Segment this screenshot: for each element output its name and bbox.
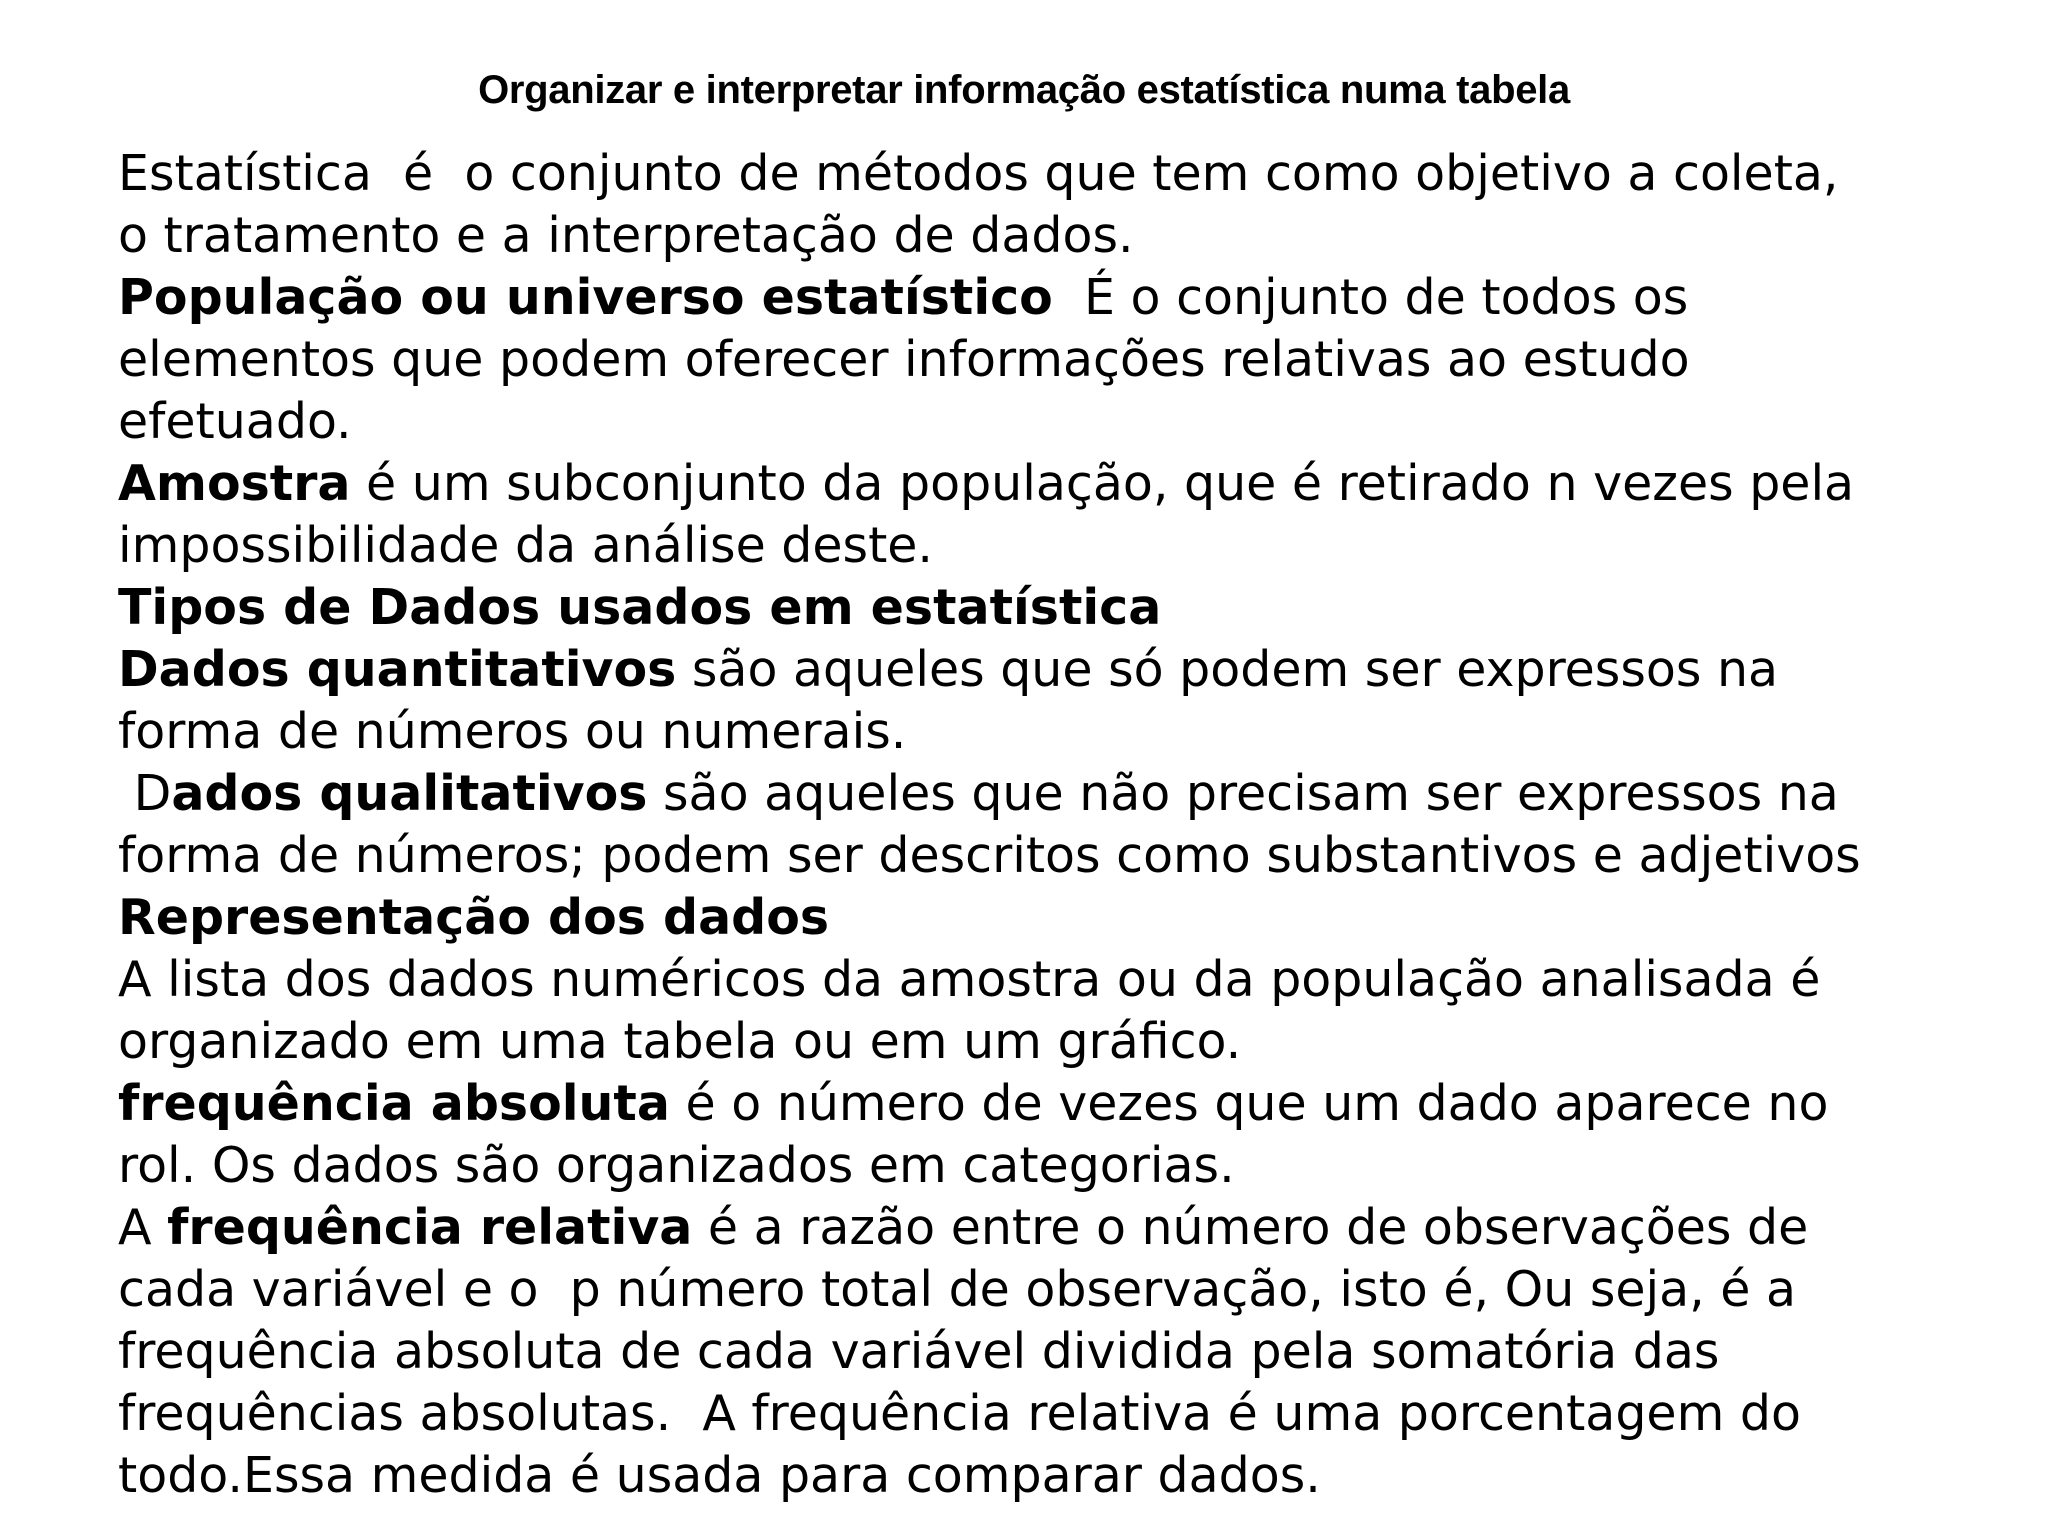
line-21-text: frequências absolutas. A frequência relativa é uma porcentagem do [118,1385,1801,1442]
text-line-16 [118,1073,1861,1135]
text-line-9 [118,639,1861,701]
text-line-8 [118,577,1861,639]
line-12-text: forma de números; podem ser descritos como substantivos e adjetivos [118,827,1861,884]
text-line-13 [118,887,1861,949]
line-7-text: impossibilidade da análise deste. [118,517,934,574]
text-line-14 [118,949,1861,1011]
heading-tipos-de-dados: Tipos de Dados usados em estatística [118,579,1162,636]
text-line-6 [118,453,1861,515]
line-11-text: são aqueles que não precisam ser expressos na [647,765,1839,822]
term-frequencia-absoluta: frequência absoluta [118,1075,670,1132]
text-line-3 [118,267,1861,329]
term-amostra: Amostra [118,455,351,512]
line-14-text: A lista dos dados numéricos da amostra ou da população analisada é [118,951,1821,1008]
text-line-7 [118,515,1861,577]
line-17-text: rol. Os dados são organizados em categorias. [118,1137,1235,1194]
text-line-5 [118,391,1861,453]
line-18-text: é a razão entre o número de observações de [692,1199,1809,1256]
line-10-text: forma de números ou numerais. [118,703,907,760]
text-line-4 [118,329,1861,391]
line-9-text: são aqueles que só podem ser expressos na [676,641,1779,698]
slide-title: Organizar e interpretar informação estatística numa tabela [478,68,1570,112]
term-frequencia-relativa: frequência relativa [167,1199,693,1256]
text-line-15 [118,1011,1861,1073]
term-dados-qualitativos: ados qualitativos [171,765,648,822]
text-line-20 [118,1321,1861,1383]
term-dados-quantitativos: Dados quantitativos [118,641,677,698]
line-6-text: é um subconjunto da população, que é retirado n vezes pela [350,455,1855,512]
text-line-18 [118,1197,1861,1259]
line-20-text: frequência absoluta de cada variável dividida pela somatória das [118,1323,1720,1380]
text-line-11 [118,763,1861,825]
text-line-10 [118,701,1861,763]
line-4-text: elementos que podem oferecer informações relativas ao estudo [118,331,1690,388]
line-22-text: todo.Essa medida é usada para comparar dados. [118,1447,1321,1504]
text-line-22 [118,1445,1861,1507]
text-line-12 [118,825,1861,887]
text-line-2 [118,205,1861,267]
line-19-text: cada variável e o p número total de observação, isto é, Ou seja, é a [118,1261,1797,1318]
text-line-17 [118,1135,1861,1197]
text-line-21 [118,1383,1861,1445]
line-18-prefix: A [118,1199,168,1256]
text-line-19 [118,1259,1861,1321]
line-5-text: efetuado. [118,393,352,450]
term-populacao: População ou universo estatístico [118,269,1053,326]
line-16-text: é o número de vezes que um dado aparece no [669,1075,1829,1132]
heading-representacao: Representação dos dados [118,889,830,946]
text-line-1 [118,143,1861,205]
line-3-text: É o conjunto de todos os [1052,269,1689,326]
line-15-text: organizado em uma tabela ou em um gráfico. [118,1013,1242,1070]
line-11-prefix: D [118,765,172,822]
line-1-text: Estatística é o conjunto de métodos que tem como objetivo a coleta, [118,145,1839,202]
slide-body [118,143,1861,1507]
line-2-text: o tratamento e a interpretação de dados. [118,207,1134,264]
